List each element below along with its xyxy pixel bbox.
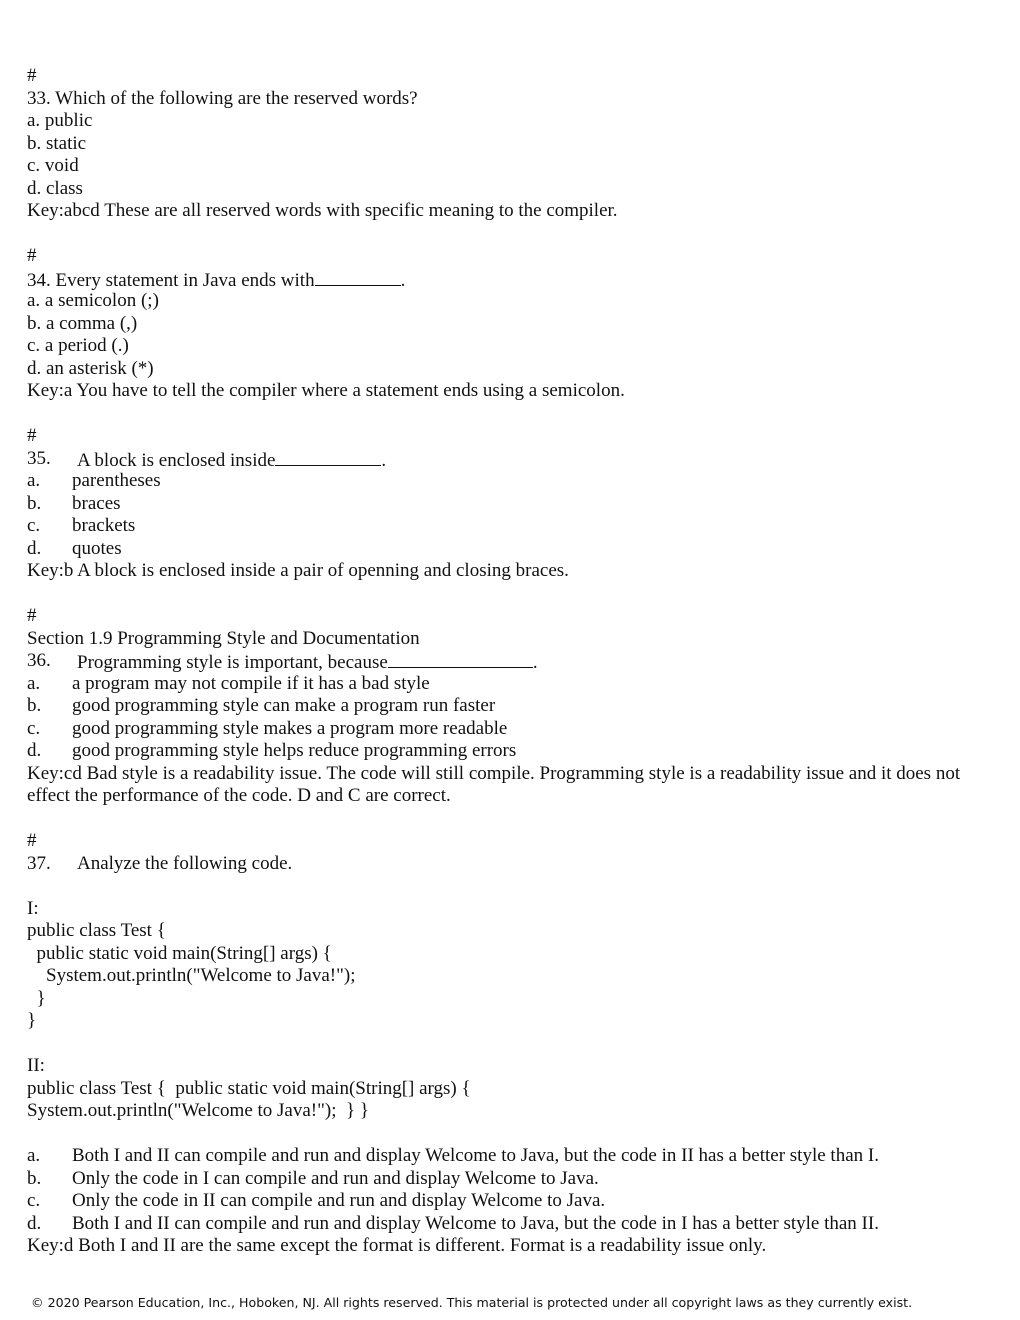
option-b: b. static [27, 132, 87, 154]
copyright-footer: © 2020 Pearson Education, Inc., Hoboken, NJ. All rights reserved. This material is protected under all copyright laws as they currently exist. [31, 1295, 913, 1310]
section-heading: Section 1.9 Programming Style and Documentation [27, 627, 420, 649]
option-b: b. braces [27, 492, 121, 514]
option-a: a. parentheses [27, 470, 161, 491]
option-d: d. an asterisk (*) [27, 357, 154, 379]
code-block-ii [27, 1078, 997, 1123]
option-c: c. good programming style makes a program more readable [27, 717, 508, 739]
code-block-i [27, 920, 997, 1033]
option-a: a. a semicolon (;) [27, 290, 159, 311]
option-b: b. a comma (,) [27, 312, 138, 334]
code-line: System.out.println("Welcome to Java!"); } } [27, 1100, 369, 1121]
question-stem: 36. Programming style is important, because . [27, 650, 538, 673]
code-line: public class Test { public static void main(String[] args) { [27, 1077, 471, 1099]
question-stem: 34. Every statement in Java ends with . [27, 269, 406, 291]
option-a: a. public [27, 110, 93, 131]
question-37 [27, 830, 997, 1258]
answer-key: Key:cd Bad style is a readability issue. The code will still compile. Programming style is a readability issue and it does not effect the performance of the code. D and C are correct. [27, 762, 961, 806]
answer-blank [388, 650, 533, 668]
option-c: c. void [27, 155, 79, 176]
code-label-ii: II: [27, 1055, 45, 1076]
question-marker: # [27, 830, 37, 851]
code-line: System.out.println("Welcome to Java!"); [27, 965, 356, 986]
answer-blank [315, 268, 401, 286]
question-34 [27, 245, 997, 403]
option-d: d. good programming style helps reduce programming errors [27, 740, 517, 761]
answer-key: Key:b A block is enclosed inside a pair of openning and closing braces. [27, 560, 569, 581]
question-stem: 33. Which of the following are the reserved words? [27, 87, 418, 109]
question-marker: # [27, 425, 37, 446]
answer-key: Key:a You have to tell the compiler where a statement ends using a semicolon. [27, 380, 625, 401]
option-c: c. brackets [27, 515, 136, 536]
code-line: public static void main(String[] args) { [27, 942, 332, 964]
answer-blank [275, 448, 381, 466]
answer-key: Key:abcd These are all reserved words with specific meaning to the compiler. [27, 200, 618, 221]
question-stem: 35. A block is enclosed inside . [27, 447, 387, 471]
option-c: c. a period (.) [27, 335, 129, 356]
question-33 [27, 65, 997, 223]
question-35 [27, 425, 997, 583]
option-a: a. a program may not compile if it has a bad style [27, 672, 430, 694]
question-stem: 37. Analyze the following code. [27, 852, 293, 874]
option-c: c. Only the code in II can compile and run and display Welcome to Java. [27, 1190, 606, 1211]
question-marker: # [27, 245, 37, 266]
code-line: } [27, 1010, 37, 1031]
option-b: b. Only the code in I can compile and run and display Welcome to Java. [27, 1167, 599, 1189]
option-d: d. quotes [27, 537, 122, 559]
question-marker: # [27, 605, 37, 626]
question-marker: # [27, 65, 37, 86]
option-b: b. good programming style can make a program run faster [27, 695, 496, 716]
code-line: } [27, 987, 46, 1009]
document-page [27, 65, 997, 1258]
option-d: d. Both I and II can compile and run and display Welcome to Java, but the code in I has a better style than II. [27, 1212, 879, 1234]
option-d: d. class [27, 177, 83, 199]
option-a: a. Both I and II can compile and run and display Welcome to Java, but the code in II has a better style than I. [27, 1145, 879, 1166]
question-36 [27, 605, 997, 808]
code-line: public class Test { [27, 920, 166, 941]
answer-key: Key:d Both I and II are the same except the format is different. Format is a readability issue only. [27, 1235, 767, 1256]
code-label-i: I: [27, 897, 39, 919]
